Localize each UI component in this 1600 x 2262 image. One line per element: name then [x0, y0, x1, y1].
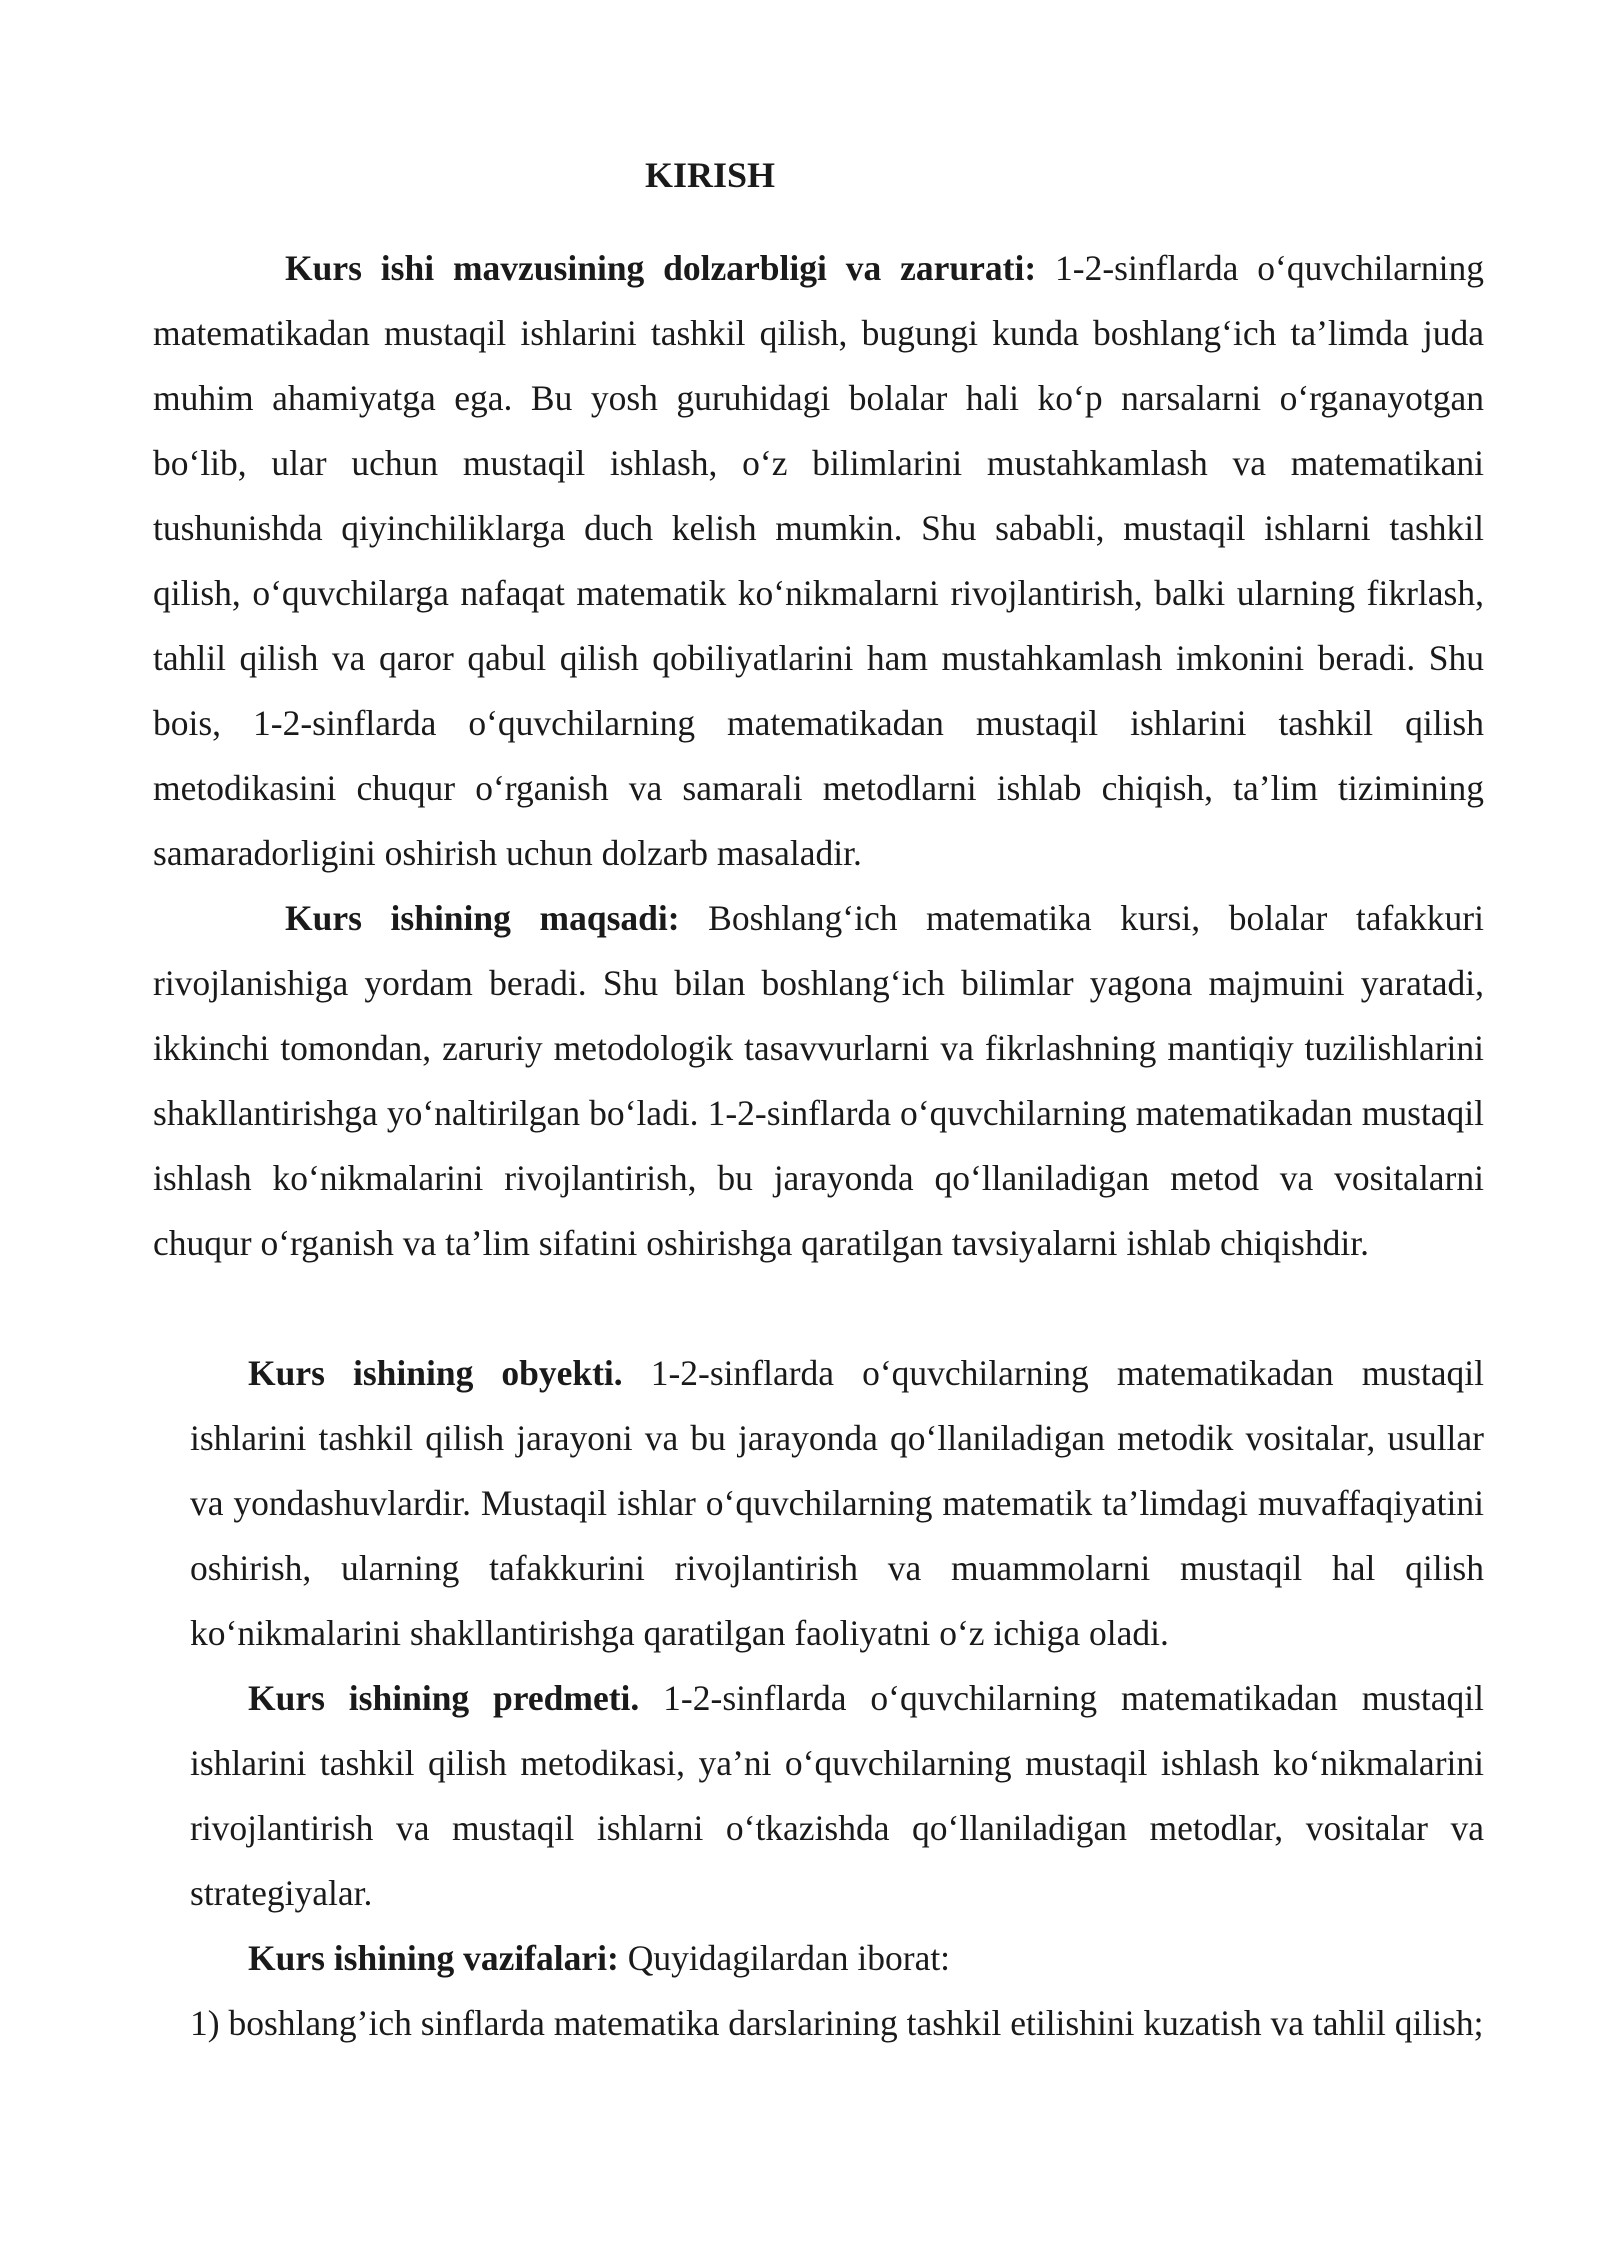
text-tasks: Quyidagilardan iborat:	[618, 1938, 951, 1978]
text-object: 1-2-sinflarda o‘quvchilarning matematikadan mustaqil ishlarini tashkil qilish jarayoni va bu jarayonda qo‘llaniladigan metodik vositalar, usullar va yondashuvlardir. Mustaqil ishlar o‘quvchilarning matematik ta’limdagi muvaffaqiyatini oshirish, ularning tafakkurini rivojlantirish va muammolarni mustaqil hal qilish ko‘nikmalarini shakllantirishga qaratilgan faoliyatni o‘z ichiga oladi.	[190, 1353, 1484, 1653]
paragraph-goal	[153, 886, 1484, 1276]
paragraph-tasks	[190, 1926, 1484, 1991]
heading-relevance: Kurs ishi mavzusining dolzarbligi va zarurati:	[285, 248, 1037, 288]
text-goal: Boshlang‘ich matematika kursi, bolalar tafakkuri rivojlanishiga yordam beradi. Shu bilan boshlang‘ich bilimlar yagona majmuini yaratadi, ikkinchi tomondan, zaruriy metodologik tasavvurlarni va fikrlashning mantiqiy tuzilishlarini shakllantirishga yo‘naltirilgan bo‘ladi. 1-2-sinflarda o‘quvchilarning matematikadan mustaqil ishlash ko‘nikmalarini rivojlantirish, bu jarayonda qo‘llaniladigan metod va vositalarni chuqur o‘rganish va ta’lim sifatini oshirishga qaratilgan tavsiyalarni ishlab chiqishdir.	[153, 898, 1484, 1263]
paragraph-relevance	[153, 236, 1484, 886]
text-subject: 1-2-sinflarda o‘quvchilarning matematikadan mustaqil ishlarini tashkil qilish metodikasi, ya’ni o‘quvchilarning mustaqil ishlash ko‘nikmalarini rivojlantirish va mustaqil ishlarni o‘tkazishda qo‘llaniladigan metodlar, vositalar va strategiyalar.	[190, 1678, 1485, 1913]
text-relevance: 1-2-sinflarda o‘quvchilarning matematikadan mustaqil ishlarini tashkil qilish, bugungi kunda boshlang‘ich ta’limda juda muhim ahamiyatga ega. Bu yosh guruhidagi bolalar hali ko‘p narsalarni o‘rganayotgan bo‘lib, ular uchun mustaqil ishlash, o‘z bilimlarini mustahkamlash va matematikani tushunishda qiyinchiliklarga duch kelish mumkin. Shu sababli, mustaqil ishlarni tashkil qilish, o‘quvchilarga nafaqat matematik ko‘nikmalarni rivojlantirish, balki ularning fikrlash, tahlil qilish va qaror qabul qilish qobiliyatlarini ham mustahkamlash imkonini beradi. Shu bois, 1-2-sinflarda o‘quvchilarning matematikadan mustaqil ishlarini tashkil qilish metodikasini chuqur o‘rganish va samarali metodlarni ishlab chiqish, ta’lim tizimining samaradorligini oshirish uchun dolzarb masaladir.	[153, 248, 1484, 873]
page-title: KIRISH	[644, 155, 776, 195]
heading-object: Kurs ishining obyekti.	[248, 1353, 623, 1393]
paragraph-object	[190, 1341, 1484, 1666]
heading-tasks: Kurs ishining vazifalari:	[248, 1938, 619, 1978]
list-item: 1) boshlang’ich sinflarda matematika darslarining tashkil etilishini kuzatish va tahlil qilish;	[190, 2003, 1484, 2043]
heading-goal: Kurs ishining maqsadi:	[285, 898, 680, 938]
heading-subject: Kurs ishining predmeti.	[248, 1678, 640, 1718]
paragraph-subject	[190, 1666, 1484, 1926]
